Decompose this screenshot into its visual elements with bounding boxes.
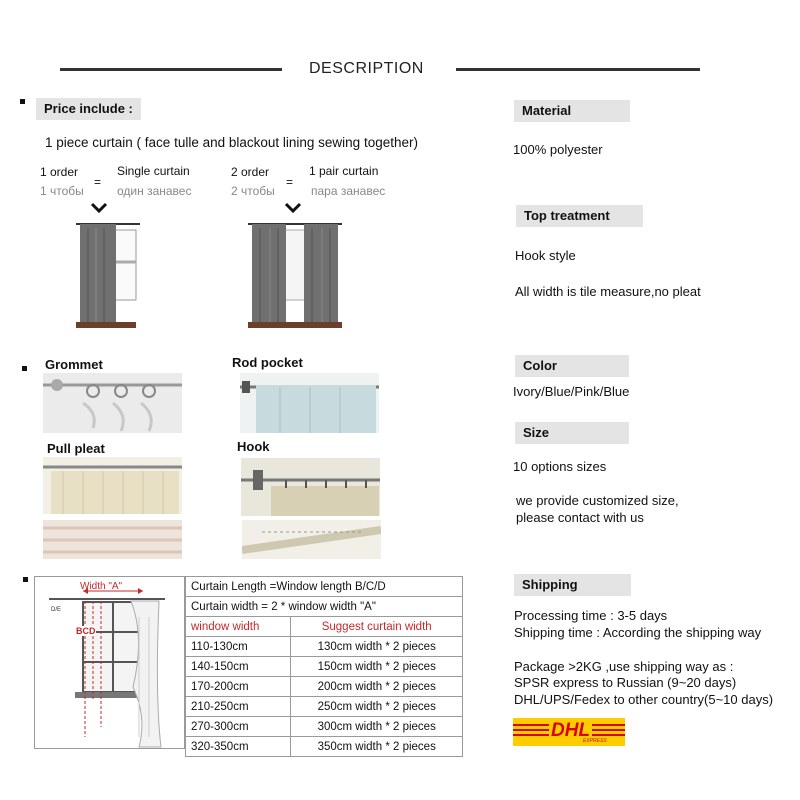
grommet-label: Grommet xyxy=(45,357,103,372)
header-rule-left xyxy=(60,68,282,71)
pull-pleat-photo xyxy=(43,457,182,514)
header-rule-right xyxy=(456,68,700,71)
table-row xyxy=(186,717,463,737)
size-custom-1: we provide customized size, xyxy=(516,493,679,508)
width-a-label: Width "A" xyxy=(80,581,123,592)
cell-suggest: 200cm width * 2 pieces xyxy=(291,677,463,697)
single-equals: = xyxy=(94,175,102,189)
curtain-width-note: Curtain width = 2 * window width "A" xyxy=(186,597,463,617)
pull-pleat-detail-photo xyxy=(43,520,182,559)
bullet xyxy=(23,577,28,582)
processing-time: Processing time : 3-5 days xyxy=(514,608,668,623)
col-window-width: window width xyxy=(186,617,291,637)
dhl-logo xyxy=(513,718,625,746)
cell-suggest: 130cm width * 2 pieces xyxy=(291,637,463,657)
svg-text:D/E: D/E xyxy=(51,607,62,613)
cell-suggest: 250cm width * 2 pieces xyxy=(291,697,463,717)
chevron-down-icon xyxy=(286,204,300,211)
cell-suggest: 350cm width * 2 pieces xyxy=(291,737,463,757)
cell-window: 140-150cm xyxy=(186,657,291,677)
chevron-down-icon xyxy=(92,204,106,211)
single-order-en: 1 order xyxy=(40,165,79,179)
curtain-length-note: Curtain Length =Window length B/C/D xyxy=(186,577,463,597)
cell-window: 110-130cm xyxy=(186,637,291,657)
bullet xyxy=(22,366,27,371)
pair-item-ru: пара занавес xyxy=(311,184,386,198)
bcd-label: BCD xyxy=(76,626,96,636)
page-title: DESCRIPTION xyxy=(309,60,424,77)
top-treatment-value: Hook style xyxy=(515,248,576,263)
price-description: 1 piece curtain ( face tulle and blackout lining sewing together) xyxy=(45,135,418,150)
table-row xyxy=(186,697,463,717)
cell-window: 210-250cm xyxy=(186,697,291,717)
dhl-logo-text: DHL xyxy=(551,720,591,741)
single-curtain-image xyxy=(74,200,144,330)
table-row xyxy=(186,737,463,757)
cell-suggest: 300cm width * 2 pieces xyxy=(291,717,463,737)
dhl-logo-subtext: EXPRESS xyxy=(583,738,607,744)
size-label: Size xyxy=(515,422,629,444)
curtain-diagram xyxy=(34,576,185,749)
rod-pocket-label: Rod pocket xyxy=(232,355,303,370)
single-order-ru: 1 чтобы xyxy=(40,184,84,198)
color-value: Ivory/Blue/Pink/Blue xyxy=(513,384,630,399)
size-table xyxy=(185,576,463,757)
hook-photo xyxy=(241,458,380,516)
table-row xyxy=(186,677,463,697)
cell-window: 170-200cm xyxy=(186,677,291,697)
pair-order-en: 2 order xyxy=(231,165,270,179)
pair-curtain-image xyxy=(246,200,346,330)
pair-item-en: 1 pair curtain xyxy=(309,164,379,178)
package-note: Package >2KG ,use shipping way as : xyxy=(514,659,734,674)
table-row xyxy=(186,637,463,657)
dhl-note: DHL/UPS/Fedex to other country(5~10 days) xyxy=(514,692,774,707)
single-item-en: Single curtain xyxy=(117,164,190,178)
spsr-note: SPSR express to Russian (9~20 days) xyxy=(514,675,737,690)
top-treatment-note: All width is tile measure,no pleat xyxy=(515,284,701,299)
table-row xyxy=(186,657,463,677)
pull-pleat-label: Pull pleat xyxy=(47,441,105,456)
table-row xyxy=(186,597,463,617)
cell-suggest: 150cm width * 2 pieces xyxy=(291,657,463,677)
color-label: Color xyxy=(515,355,629,377)
pair-order-ru: 2 чтобы xyxy=(231,184,275,198)
grommet-photo xyxy=(43,373,182,433)
shipping-time: Shipping time : According the shipping way xyxy=(514,625,762,640)
hook-label: Hook xyxy=(237,439,270,454)
material-value: 100% polyester xyxy=(513,142,603,157)
pair-equals: = xyxy=(286,175,294,189)
table-row xyxy=(186,577,463,597)
size-value: 10 options sizes xyxy=(513,459,607,474)
cell-window: 270-300cm xyxy=(186,717,291,737)
price-include-label: Price include : xyxy=(36,98,141,120)
size-custom-2: please contact with us xyxy=(516,510,644,525)
material-label: Material xyxy=(514,100,630,122)
rod-pocket-photo xyxy=(240,373,379,433)
cell-window: 320-350cm xyxy=(186,737,291,757)
single-item-ru: один занавес xyxy=(117,184,192,198)
shipping-label: Shipping xyxy=(514,574,631,596)
table-header-row xyxy=(186,617,463,637)
bullet xyxy=(20,99,25,104)
col-suggest-width: Suggest curtain width xyxy=(291,617,463,637)
diagram-drawing xyxy=(35,577,184,748)
top-treatment-label: Top treatment xyxy=(516,205,643,227)
hook-detail-photo xyxy=(242,520,381,559)
